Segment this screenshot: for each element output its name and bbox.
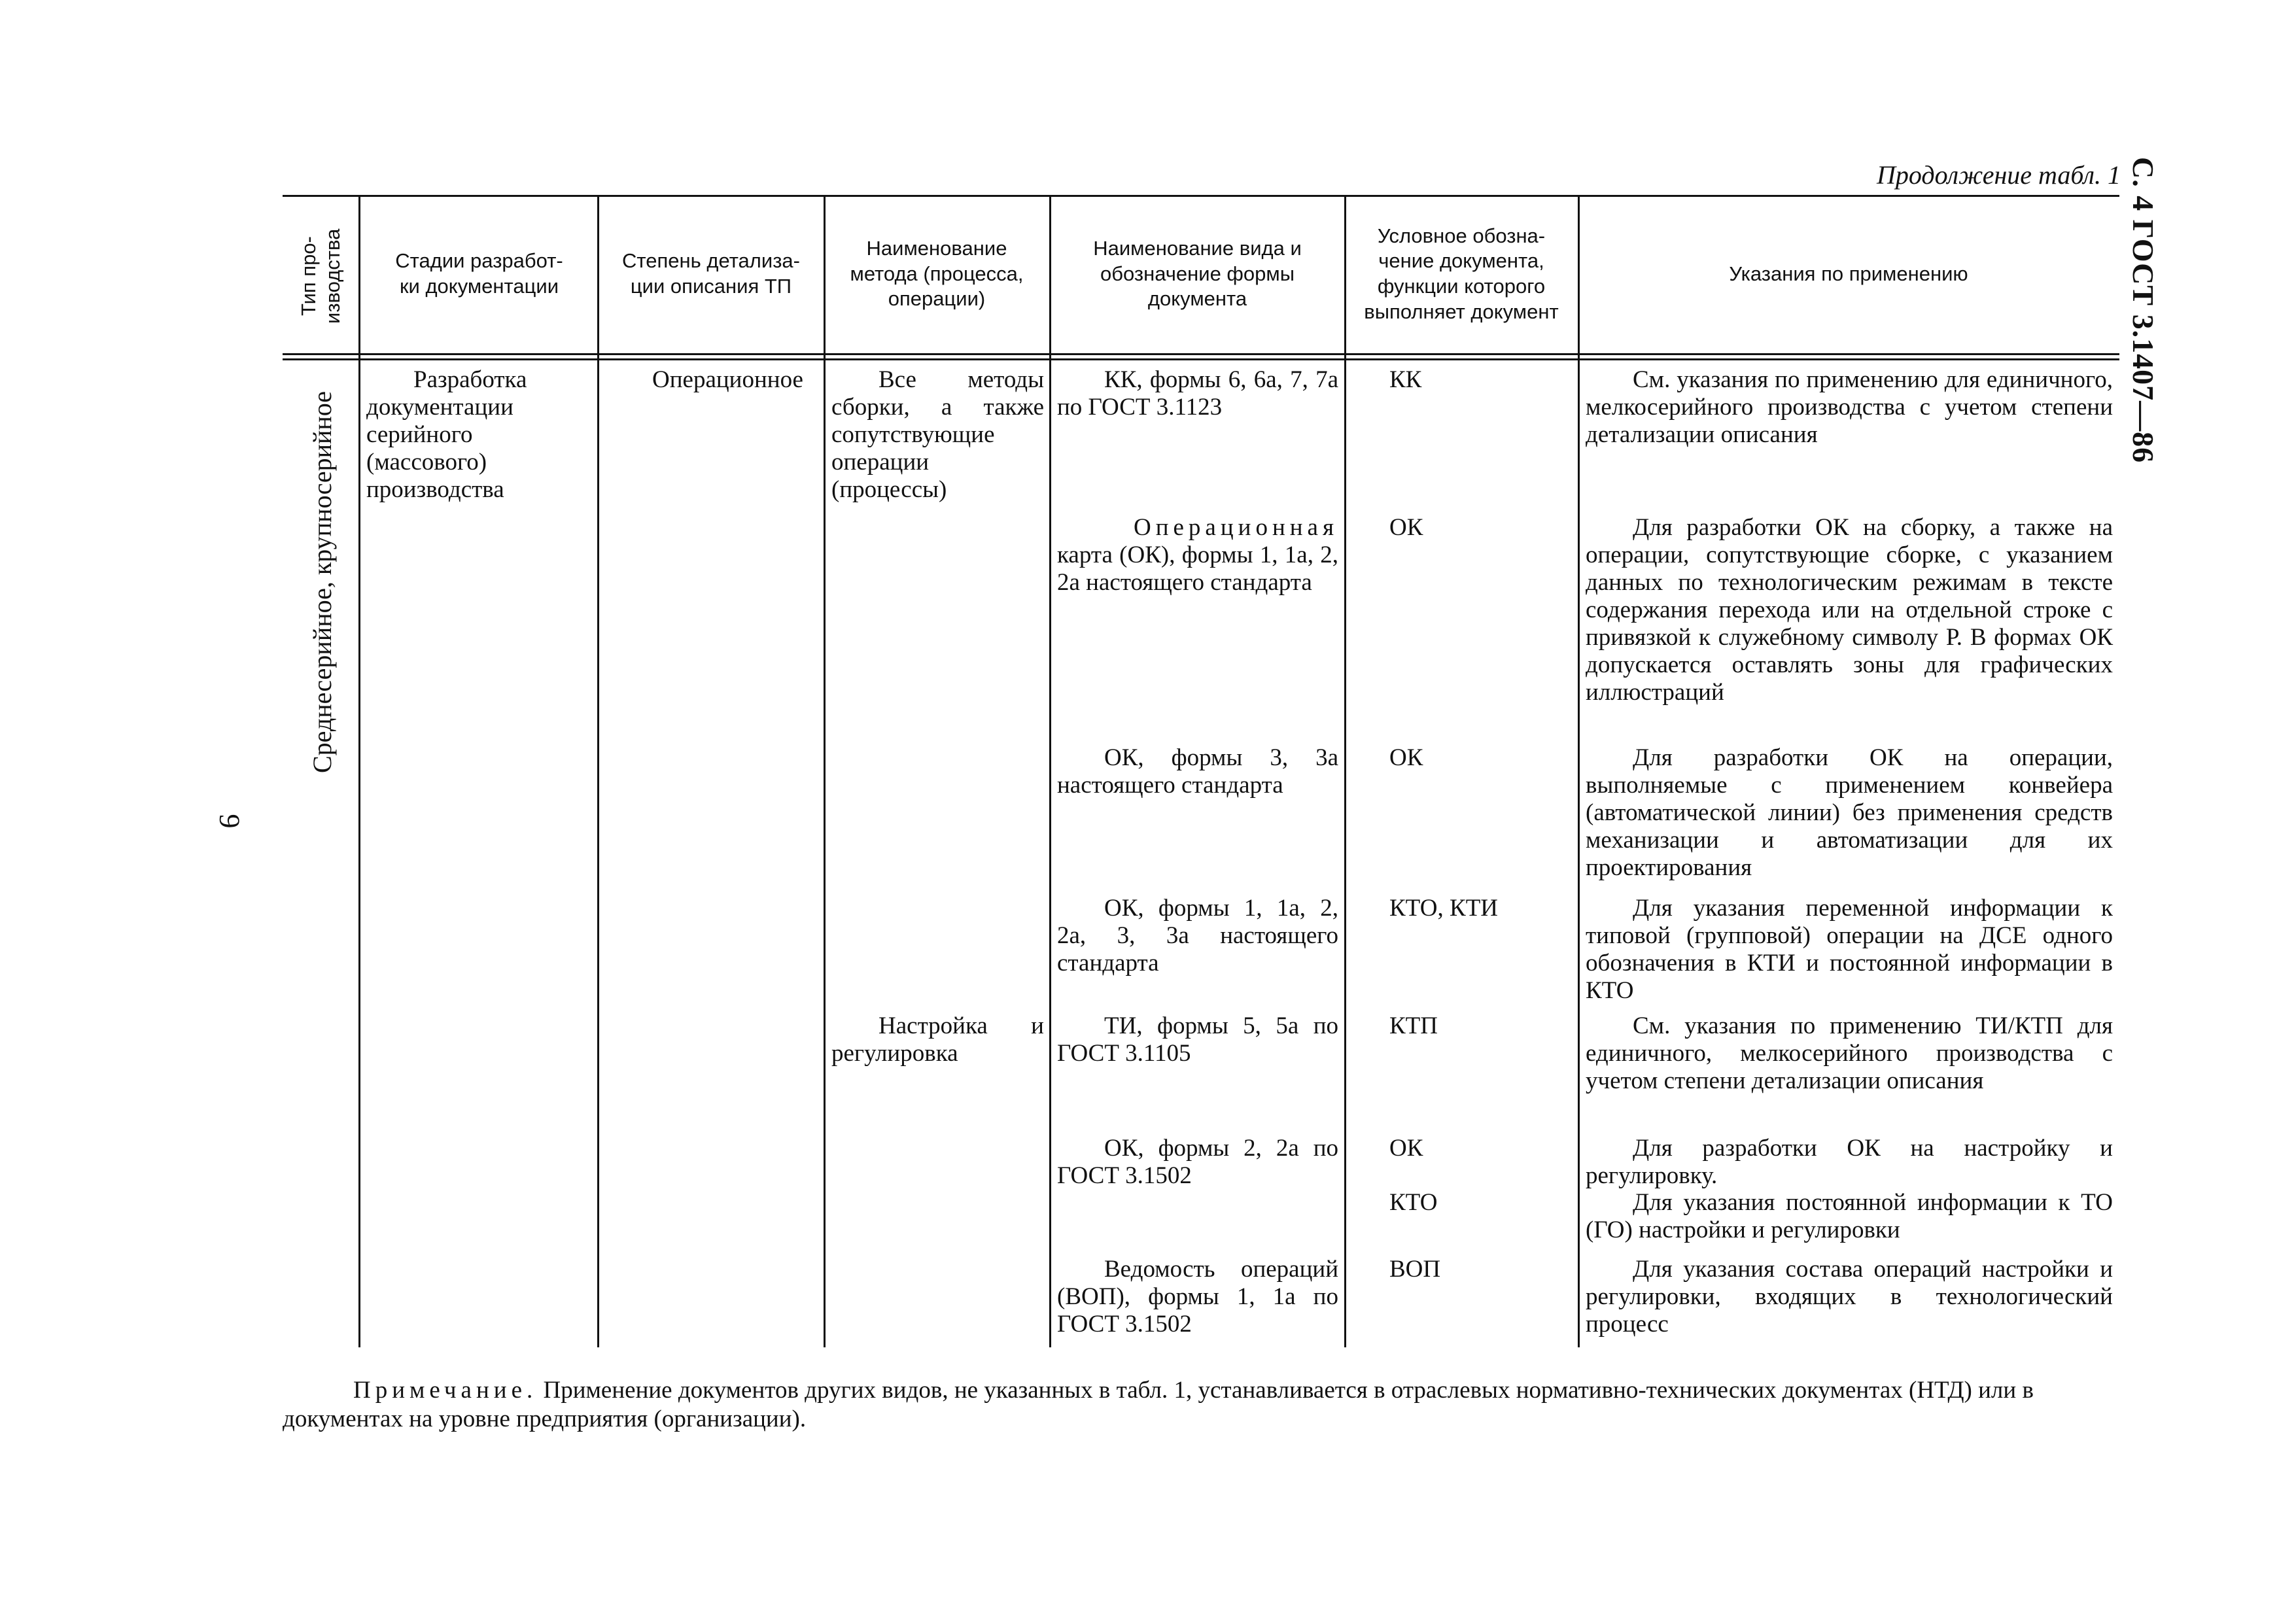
page-number: 9 bbox=[213, 814, 246, 829]
instruction-cell: Для разработки ОК на операции, выполняемые с применением конвейера (автоматической линии) без применения средств механизации и автоматизации для их проектирования bbox=[1586, 744, 2113, 881]
col-divider-2 bbox=[597, 195, 599, 1347]
instruction-cell: См. указания по применению для единичного, мелкосерийного производства с учетом степени детализации описания bbox=[1586, 366, 2113, 448]
instruction-cell-secondary: Для указания постоянной информации к ТО (ГО) настройки и регулировки bbox=[1586, 1189, 2113, 1243]
header-rule-2 bbox=[283, 358, 2119, 360]
note-text: Применение документов других видов, не указанных в табл. 1, устанавливается в отраслевых нормативно-технических документах (НТД) или в документах на уровне предприятия (организации). bbox=[283, 1377, 2034, 1432]
code-cell: ОК bbox=[1389, 514, 1423, 541]
method-cell-2: Настройка и регулировка bbox=[831, 1012, 1044, 1067]
detail-cell: Операционное bbox=[652, 366, 803, 393]
header-detail: Степень детализа- ции описания ТП bbox=[622, 249, 800, 298]
stage-cell: Разработка документации серийного (массового) производства bbox=[366, 366, 527, 503]
code-cell: ВОП bbox=[1389, 1256, 1441, 1283]
code-cell-secondary: КТО bbox=[1389, 1189, 1438, 1216]
header-rule bbox=[283, 353, 2119, 355]
form-cell-text: карта (ОК), формы 1, 1а, 2, 2а настоящего стандарта bbox=[1057, 542, 1338, 596]
form-cell bbox=[1057, 514, 1338, 632]
instruction-cell: Для разработки ОК на сборку, а также на операции, сопутствующие сборке, с указанием данных по технологическим режимам в тексте содержания перехода или на отдельной строке с привязкой к служебному символу Р. В формах ОК допускается оставлять зоны для графических иллюстраций bbox=[1586, 514, 2113, 706]
table-note bbox=[283, 1376, 2108, 1434]
header-code: Условное обозна- чение документа, функции которого выполняет документ bbox=[1364, 224, 1559, 323]
form-cell: ТИ, формы 5, 5а по ГОСТ 3.1105 bbox=[1057, 1012, 1338, 1067]
col-divider-1 bbox=[358, 195, 360, 1347]
instruction-cell: Для указания состава операций настройки и регулировки, входящих в технологический процесс bbox=[1586, 1256, 2113, 1338]
form-cell: Ведомость операций (ВОП), формы 1, 1а по ГОСТ 3.1502 bbox=[1057, 1256, 1338, 1338]
header-production-type: Тип про- изводства bbox=[296, 228, 344, 324]
form-cell: ОК, формы 3, 3а настоящего стандарта bbox=[1057, 744, 1338, 799]
note-label: Примечание. bbox=[353, 1377, 538, 1404]
production-type-cell: Среднесерийное, крупносерийное bbox=[307, 390, 337, 774]
col-divider-6 bbox=[1578, 195, 1580, 1347]
code-cell: ОК bbox=[1389, 744, 1423, 771]
continuation-label: Продолжение табл. 1 bbox=[1876, 160, 2121, 190]
form-cell: ОК, формы 1, 1а, 2, 2а, 3, 3а настоящего стандарта bbox=[1057, 895, 1338, 976]
code-cell: КТП bbox=[1389, 1012, 1438, 1039]
instruction-cell: Для указания переменной информации к типовой (групповой) операции на ДСЕ одного обозначения в КТИ и постоянной информации в КТО bbox=[1586, 895, 2113, 1004]
form-cell: КК, формы 6, 6а, 7, 7а по ГОСТ 3.1123 bbox=[1057, 366, 1338, 421]
col-divider-4 bbox=[1049, 195, 1051, 1347]
code-cell: КТО, КТИ bbox=[1389, 895, 1499, 922]
header-form: Наименование вида и обозначение формы документа bbox=[1093, 236, 1302, 311]
col-divider-5 bbox=[1344, 195, 1346, 1347]
instruction-cell: Для разработки ОК на настройку и регулировку. bbox=[1586, 1135, 2113, 1189]
header-stage: Стадии разработ- ки документации bbox=[395, 249, 563, 298]
code-cell: ОК bbox=[1389, 1135, 1423, 1162]
header-method: Наименование метода (процесса, операции) bbox=[850, 236, 1024, 311]
header-instruction: Указания по применению bbox=[1729, 262, 1968, 285]
form-cell: ОК, формы 2, 2а по ГОСТ 3.1502 bbox=[1057, 1135, 1338, 1189]
col-divider-3 bbox=[824, 195, 826, 1347]
side-header: С. 4 ГОСТ 3.1407—86 bbox=[2127, 157, 2160, 464]
instruction-cell: См. указания по применению ТИ/КТП для единичного, мелкосерийного производства с учетом степени детализации описания bbox=[1586, 1012, 2113, 1094]
form-cell-lead: Операционная bbox=[1133, 514, 1338, 541]
method-cell-1: Все методы сборки, а также сопутствующие операции (процессы) bbox=[831, 366, 1044, 503]
code-cell: КК bbox=[1389, 366, 1422, 393]
